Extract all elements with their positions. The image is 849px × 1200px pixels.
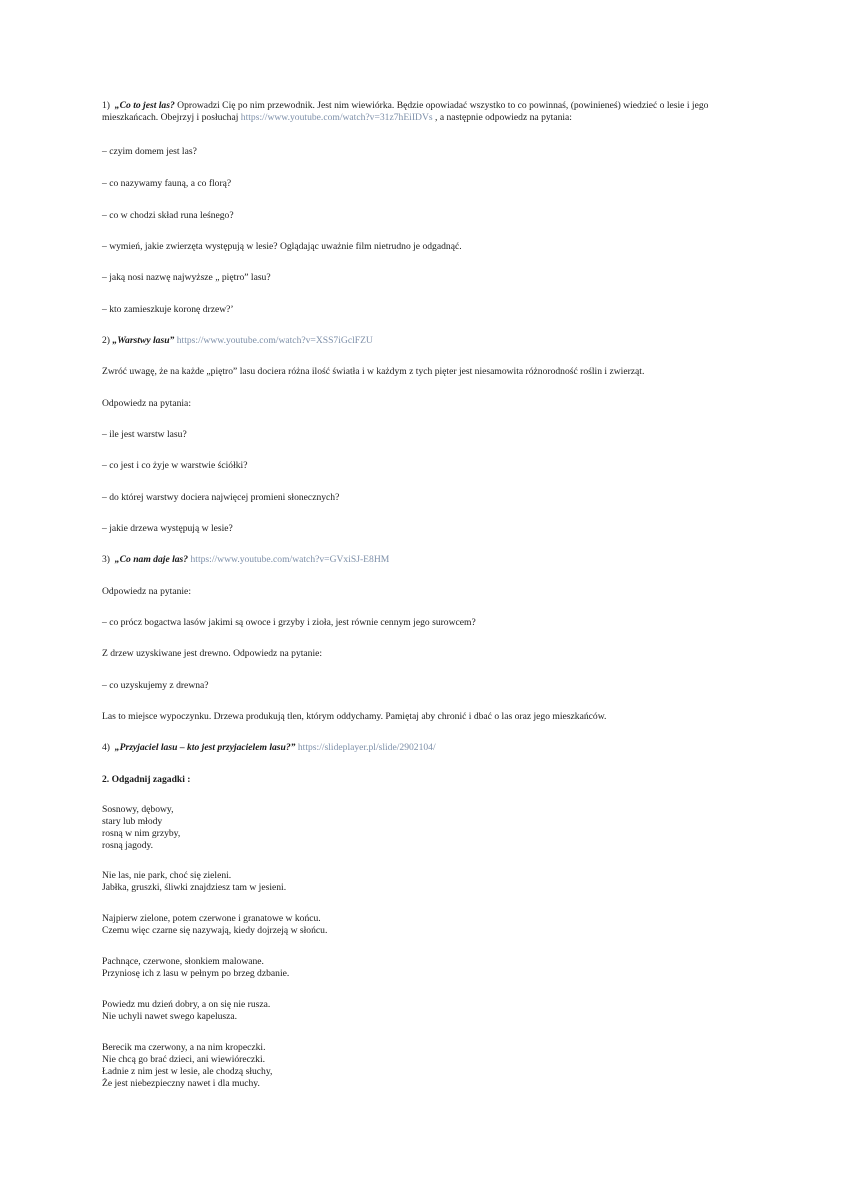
section3-video-link[interactable]: https://www.youtube.com/watch?v=GVxiSJ-E8HM [190,554,390,565]
riddle-line: Powiedz mu dzień dobry, a on się nie rusza. [102,999,271,1010]
section3-heading [102,554,389,566]
section3-number: 3) [102,554,110,565]
section2-heading [102,335,373,347]
section3-closing: Las to miejsce wypoczynku. Drzewa produkują tlen, którym oddychamy. Pamiętaj aby chronić i dbać o las oraz jego mieszkańców. [102,711,607,722]
section2-prompt: Odpowiedz na pytania: [102,398,191,409]
section1-intro [102,100,748,124]
riddle-line: Nie las, nie park, choć się zieleni. [102,870,232,881]
riddle-line: stary lub młody [102,816,163,827]
riddle-line: Jabłka, gruszki, śliwki znajdziesz tam w jesieni. [102,882,287,893]
section3-question: – co prócz bogactwa lasów jakimi są owoce i grzyby i zioła, jest równie cennym jego surowcem? [102,617,476,628]
section4-slides-link[interactable]: https://slideplayer.pl/slide/2902104/ [297,742,436,753]
riddle-line: Berecik ma czerwony, a na nim kropeczki. [102,1042,266,1053]
riddle-line: Najpierw zielone, potem czerwone i granatowe w końcu. [102,913,321,924]
section1-video-link[interactable]: https://www.youtube.com/watch?v=31z7hEiIDVs [240,112,433,123]
section2-question: – jakie drzewa występują w lesie? [102,523,233,534]
section2-question: – ile jest warstw lasu? [102,429,187,440]
section1-number: 1) [102,100,110,111]
riddles-heading: 2. Odgadnij zagadki : [102,774,191,785]
section2-number: 2) [102,335,110,346]
section1-question: – co w chodzi skład runa leśnego? [102,210,234,221]
riddle-line: rosną w nim grzyby, [102,828,181,839]
section1-question: – czyim domem jest las? [102,146,197,157]
section1-intro-text: Oprowadzi Cię po nim przewodnik. Jest nim wiewiórka. Będzie opowiadać wszystko to co powinnaś, (powinieneś) wiedzieć o lesie i jego mieszkańcach. Obejrzyj i posłuchaj [102,100,709,123]
riddle-line: Sosnowy, dębowy, [102,804,174,815]
section3-prompt: Odpowiedz na pytanie: [102,586,191,597]
riddle-line: Pachnące, czerwone, słonkiem malowane. [102,956,264,967]
section1-question: – wymień, jakie zwierzęta występują w lesie? Oglądając uważnie film nietrudno je odgadnąć. [102,241,462,252]
section1-question: – kto zamieszkuje koronę drzew?’ [102,304,234,315]
section2-question: – co jest i co żyje w warstwie ściółki? [102,460,248,471]
section2-note: Zwróć uwagę, że na każde „piętro” lasu dociera różna ilość światła i w każdym z tych pięter jest niesamowita różnorodność roślin i zwierząt. [102,366,645,377]
section4-number: 4) [102,742,110,753]
section3-wood-intro: Z drzew uzyskiwane jest drewno. Odpowiedz na pytanie: [102,648,323,659]
section4-heading [102,742,436,754]
section1-question: – jaką nosi nazwę najwyższe „ piętro” lasu? [102,272,271,283]
section3-question: – co uzyskujemy z drewna? [102,680,209,691]
riddle-line: Przyniosę ich z lasu w pełnym po brzeg dzbanie. [102,968,290,979]
section2-question: – do której warstwy dociera najwięcej promieni słonecznych? [102,492,340,503]
riddle-line: rosną jagody. [102,840,154,851]
section1-intro-tail: , a następnie odpowiedz na pytania: [432,112,572,123]
section1-title: „Co to jest las? [114,100,175,111]
section2-title: „Warstwy lasu” [112,335,175,346]
riddle-line: Nie chcą go brać dzieci, ani wiewióreczki. [102,1054,266,1065]
riddle-line: Czemu więc czarne się nazywają, kiedy dojrzeją w słońcu. [102,925,328,936]
section4-title: „Przyjaciel lasu – kto jest przyjacielem lasu?” [114,742,296,753]
section1-question: – co nazywamy fauną, a co florą? [102,178,232,189]
riddle-line: Nie uchyli nawet swego kapelusza. [102,1011,238,1022]
riddle-line: Ładnie z nim jest w lesie, ale chodzą słuchy, [102,1066,273,1077]
section3-title: „Co nam daje las? [114,554,189,565]
riddle-line: Że jest niebezpieczny nawet i dla muchy. [102,1078,260,1089]
section2-video-link[interactable]: https://www.youtube.com/watch?v=XSS7iGclFZU [176,335,373,346]
